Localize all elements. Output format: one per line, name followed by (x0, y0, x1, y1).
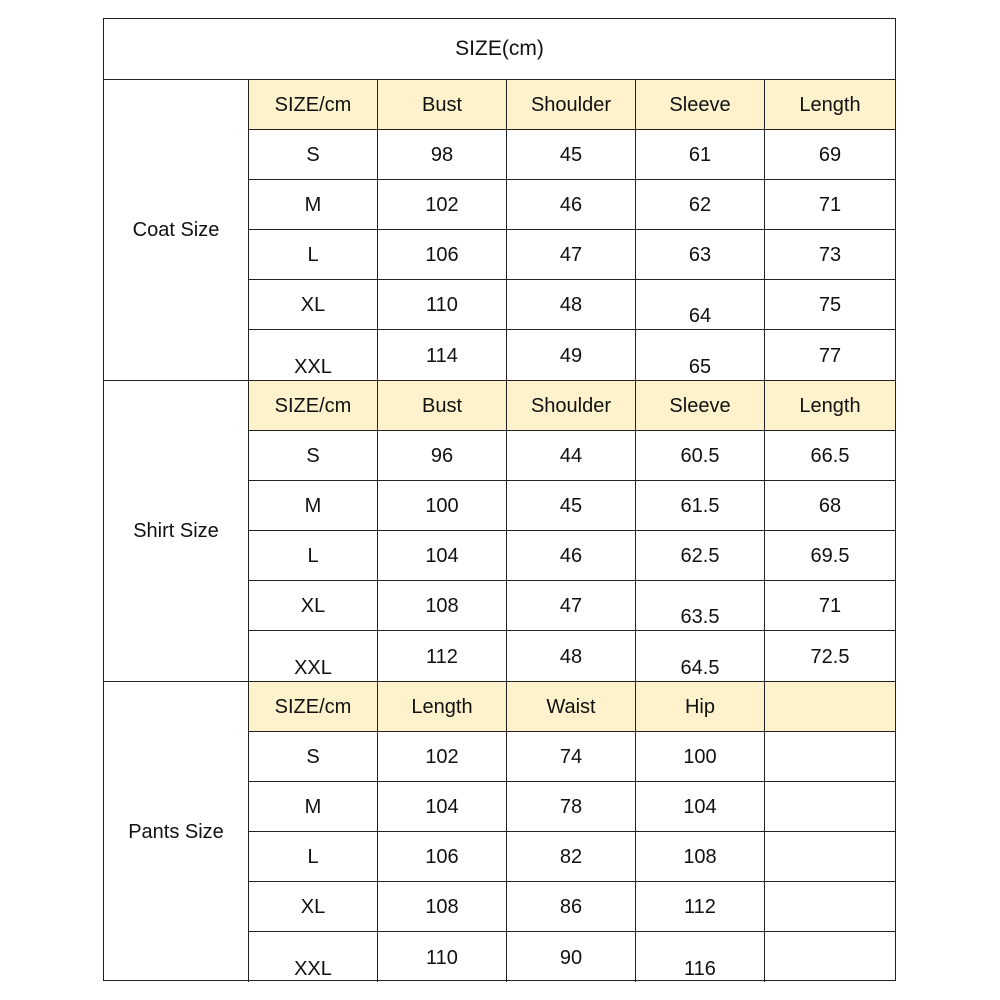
table-row (249, 330, 895, 380)
value-cell: 102 (378, 732, 507, 781)
table-row (249, 431, 895, 481)
size-cell: XXL (249, 631, 378, 681)
value-cell: 110 (378, 932, 507, 982)
table-row (249, 732, 895, 782)
table-row (249, 481, 895, 531)
size-cell: XXL (249, 330, 378, 380)
table-row (249, 581, 895, 631)
table-title: SIZE(cm) (104, 19, 895, 80)
value-cell: 74 (507, 732, 636, 781)
value-cell (765, 782, 895, 831)
value-cell: 60.5 (636, 431, 765, 480)
header-cell: SIZE/cm (249, 80, 378, 129)
table-row (249, 932, 895, 982)
value-cell: 63 (636, 230, 765, 279)
value-cell: 49 (507, 330, 636, 380)
value-cell: 69.5 (810, 545, 850, 567)
value-cell (765, 732, 895, 781)
table-row (249, 280, 895, 330)
section-pants-size (104, 682, 895, 982)
section-grid (249, 381, 895, 681)
value-cell: 44 (507, 431, 636, 480)
header-cell: Bust (378, 381, 507, 430)
value-cell: 108 (636, 832, 765, 881)
size-cell: L (249, 531, 378, 580)
size-cell: M (249, 481, 378, 530)
value-cell: 45 (507, 130, 636, 179)
table-row (249, 180, 895, 230)
header-cell: Sleeve (636, 80, 765, 129)
header-cell: Length (378, 682, 507, 731)
header-cell: Waist (507, 682, 636, 731)
header-cell: Shoulder (507, 80, 636, 129)
value-cell: 61.5 (636, 481, 765, 530)
value-cell: 110 (378, 280, 507, 329)
value-cell: 47 (507, 230, 636, 279)
value-cell: 108 (378, 581, 507, 630)
value-cell (765, 832, 895, 881)
table-row (249, 782, 895, 832)
header-row (249, 381, 895, 431)
size-chart-table (103, 18, 896, 981)
size-cell: M (249, 782, 378, 831)
table-row (249, 631, 895, 681)
value-cell: 48 (507, 280, 636, 329)
value-cell: 98 (378, 130, 507, 179)
value-cell: 64.5 (636, 631, 765, 681)
section-label: Pants Size (104, 682, 249, 982)
value-cell: 71 (818, 595, 842, 617)
value-cell: 106 (378, 832, 507, 881)
value-cell: 96 (378, 431, 507, 480)
size-cell: XL (249, 581, 378, 630)
table-row (249, 882, 895, 932)
value-cell: 77 (818, 344, 842, 367)
value-cell (765, 882, 895, 931)
value-cell: 71 (818, 194, 842, 216)
size-cell: XXL (249, 932, 378, 982)
value-cell: 47 (507, 581, 636, 630)
value-cell: 46 (507, 180, 636, 229)
size-cell: XL (249, 280, 378, 329)
header-cell: Length (765, 80, 895, 129)
size-cell: L (249, 230, 378, 279)
value-cell: 46 (507, 531, 636, 580)
header-cell: Length (765, 381, 895, 430)
value-cell: 104 (378, 531, 507, 580)
section-label: Coat Size (104, 80, 249, 380)
header-cell: Sleeve (636, 381, 765, 430)
value-cell: 90 (507, 932, 636, 982)
value-cell: 100 (378, 481, 507, 530)
section-label: Shirt Size (104, 381, 249, 681)
value-cell: 116 (636, 932, 765, 982)
section-shirt-size (104, 381, 895, 682)
header-cell: Bust (378, 80, 507, 129)
table-row (249, 832, 895, 882)
value-cell (765, 932, 895, 982)
size-cell: S (249, 732, 378, 781)
value-cell: 45 (507, 481, 636, 530)
value-cell: 66.5 (810, 445, 850, 467)
value-cell: 63.5 (636, 581, 765, 630)
value-cell: 108 (378, 882, 507, 931)
value-cell: 62 (636, 180, 765, 229)
table-row (249, 130, 895, 180)
value-cell: 78 (507, 782, 636, 831)
header-cell (765, 682, 895, 731)
header-cell: Hip (636, 682, 765, 731)
section-grid (249, 682, 895, 982)
section-coat-size (104, 80, 895, 381)
value-cell: 73 (818, 244, 842, 266)
value-cell: 72.5 (810, 645, 850, 668)
size-cell: L (249, 832, 378, 881)
value-cell: 62.5 (636, 531, 765, 580)
value-cell: 106 (378, 230, 507, 279)
value-cell: 104 (636, 782, 765, 831)
size-cell: S (249, 431, 378, 480)
value-cell: 65 (636, 330, 765, 380)
header-cell: SIZE/cm (249, 381, 378, 430)
value-cell: 104 (378, 782, 507, 831)
header-row (249, 80, 895, 130)
value-cell: 75 (818, 294, 842, 316)
section-grid (249, 80, 895, 380)
value-cell: 100 (636, 732, 765, 781)
table-row (249, 230, 895, 280)
size-cell: S (249, 130, 378, 179)
header-row (249, 682, 895, 732)
value-cell: 61 (636, 130, 765, 179)
value-cell: 68 (818, 495, 842, 517)
value-cell: 64 (636, 280, 765, 329)
value-cell: 112 (378, 631, 507, 681)
value-cell: 102 (378, 180, 507, 229)
value-cell: 112 (636, 882, 765, 931)
header-cell: Shoulder (507, 381, 636, 430)
value-cell: 48 (507, 631, 636, 681)
size-cell: M (249, 180, 378, 229)
value-cell: 82 (507, 832, 636, 881)
table-row (249, 531, 895, 581)
value-cell: 69 (818, 144, 842, 166)
value-cell: 86 (507, 882, 636, 931)
size-cell: XL (249, 882, 378, 931)
header-cell: SIZE/cm (249, 682, 378, 731)
value-cell: 114 (378, 330, 507, 380)
